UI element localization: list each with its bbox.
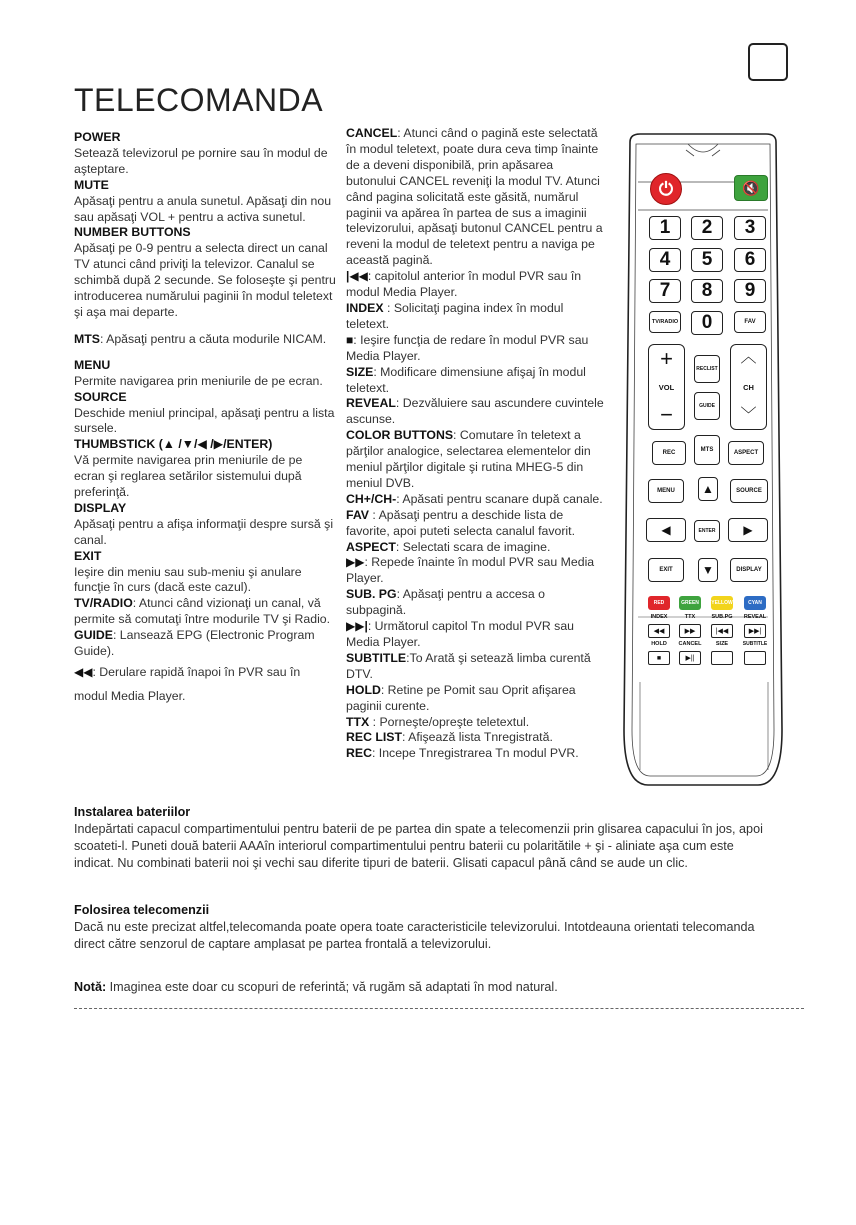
previous-chapter-desc: : capitolul anterior în modul PVR sau în modul Media Player. (346, 269, 582, 300)
aspect-desc: : Selectati scara de imagine. (395, 539, 551, 554)
size-button[interactable] (711, 651, 733, 665)
rec-button[interactable]: REC (652, 441, 686, 465)
mts-button[interactable]: MTS (694, 435, 720, 465)
power-heading: POWER (74, 130, 121, 144)
subtitle-label: SUBTITLE (742, 641, 768, 647)
next-button-icon: ▶▶| (748, 628, 762, 635)
arrow-left-icon: ◀ (661, 523, 671, 537)
display-button[interactable]: DISPLAY (730, 558, 768, 582)
reclist-heading: REC LIST (346, 730, 403, 745)
fast-forward-icon: ▶▶ (346, 555, 365, 570)
green-button[interactable]: GREEN (679, 596, 701, 610)
hold-heading: HOLD (346, 682, 381, 697)
note-label: Notă: (74, 980, 107, 994)
rewind-button-icon: ◀◀ (653, 628, 665, 635)
color-buttons-desc: : Comutare în teletext a părţilor analogice, selectarea elementelor din meniul părţilor digitale şi rutina MHEG-5 din meniul DVB. (346, 428, 591, 490)
play-pause-icon: ▶|| (685, 655, 695, 662)
power-desc: Setează televizorul pe pornire sau în modul de aşteptare. (74, 145, 328, 176)
ttx-label: TTX (684, 614, 696, 620)
menu-desc: Permite navigarea prin meniurile de pe ecran. (74, 373, 323, 388)
index-desc: : Solicitaţi pagina index în modul teletext. (346, 300, 564, 331)
hold-label: HOLD (651, 641, 667, 647)
aspect-button[interactable]: ASPECT (728, 441, 764, 465)
fav-desc: : Apăsaţi pentru a deschide lista de favorite, apoi puteti selecta canalul favorit. (346, 507, 575, 538)
digit-0-button[interactable]: 0 (691, 311, 723, 335)
exit-heading: EXIT (74, 548, 102, 563)
nav-down-button[interactable] (698, 558, 718, 582)
subpg-label: SUB.PG (711, 614, 733, 620)
ttx-desc: : Porneşte/opreşte teletextul. (369, 714, 530, 729)
color-buttons-heading: COLOR BUTTONS (346, 428, 454, 443)
ff-button-icon: ▶▶ (684, 628, 696, 635)
subtitle-button[interactable] (744, 651, 766, 665)
enter-button[interactable]: ENTER (694, 520, 720, 542)
size-label: SIZE (715, 641, 729, 647)
tv-radio-button[interactable]: TV/RADIO (649, 311, 681, 333)
fast-forward-button[interactable] (679, 624, 701, 638)
rewind-icon: ◀◀ (74, 665, 93, 679)
battery-section (74, 804, 764, 872)
arrow-right-icon: ▶ (743, 523, 753, 537)
reveal-heading: REVEAL (346, 396, 396, 411)
digit-2-button[interactable]: 2 (691, 216, 723, 240)
play-pause-button[interactable] (679, 651, 701, 665)
note-section (74, 979, 764, 996)
reclist-desc: : Afişează lista Tnregistrată. (402, 730, 553, 745)
nav-left-button[interactable] (646, 518, 686, 542)
cancel-heading: CANCEL (346, 126, 398, 140)
next-chapter-desc: : Următorul capitol Tn modul PVR sau Media Player. (346, 619, 574, 649)
subtitle-desc: :To Arată şi setează limba curentă DTV. (346, 650, 591, 681)
subpg-desc: : Apăsaţi pentru a accesa o subpagină. (346, 587, 545, 618)
ttx-heading: TTX (346, 714, 370, 729)
ch-rocker[interactable] (730, 344, 767, 430)
ch-heading: CH+/CH- (346, 491, 397, 506)
arrow-up-icon: ▲ (702, 482, 714, 496)
mute-icon: 🔇 (742, 180, 760, 196)
thumbstick-desc: Vă permite navigarea prin meniurile de pe ecran şi reglarea setărilor sistemului după preferinţă. (74, 453, 303, 500)
yellow-button[interactable]: YELLOW (711, 596, 733, 610)
size-desc: : Modificare dimensiune afişaj în modul teletext. (346, 364, 586, 395)
nav-right-button[interactable] (728, 518, 768, 542)
display-heading: DISPLAY (74, 500, 127, 515)
fav-heading: FAV (346, 507, 370, 522)
index-heading: INDEX (346, 300, 384, 315)
vol-label: VOL (658, 382, 675, 392)
note-text: Imaginea este doar cu scopuri de referintă; vă rugăm să adaptati în mod natural. (106, 980, 558, 994)
next-chapter-icon: ▶▶| (346, 619, 368, 634)
stop-button[interactable] (648, 651, 670, 665)
mts-desc: : Apăsaţi pentru a căuta modurile NICAM. (99, 331, 327, 346)
previous-chapter-icon: |◀◀ (346, 269, 368, 284)
source-heading: SOURCE (74, 389, 127, 404)
digit-8-button[interactable]: 8 (691, 279, 723, 303)
source-button[interactable]: SOURCE (730, 479, 768, 503)
tvradio-desc: : Atunci când vizionaţi un canal, vă permite să comutaţi între modurile TV şi Radio. (74, 596, 331, 627)
digit-5-button[interactable]: 5 (691, 248, 723, 272)
nav-up-button[interactable] (698, 477, 718, 501)
usage-section (74, 902, 764, 953)
digit-6-button[interactable]: 6 (734, 248, 766, 272)
reclist-button[interactable]: RECLIST (694, 355, 720, 383)
usage-text: Dacă nu este precizat altfel,telecomanda poate opera toate caracteristicile televizorului. Intotdeauna orientati telecomanda direct către senzorul de captare amplasat pe partea frontală a televizorului. (74, 920, 755, 951)
digit-9-button[interactable]: 9 (734, 279, 766, 303)
rewind-button[interactable] (648, 624, 670, 638)
menu-heading: MENU (74, 357, 111, 372)
battery-text: Indepărtati capacul compartimentului pentru baterii de pe partea din spate a telecomenzii prin glisarea capacului în jos, apoi scoateti-l. Puneti două baterii AAAîn interiorul compartimentului pentru baterii cu polaritătile + şi - aliniate aşa cum este indicat. Nu combinati baterii noi şi vechi sau diferite tipuri de baterii. Glisati capacul până când se aude un clic. (74, 822, 763, 870)
tvradio-heading: TV/RADIO (74, 596, 133, 611)
vol-down-icon: − (660, 402, 673, 427)
column-left (74, 130, 336, 708)
vol-rocker[interactable] (648, 344, 685, 430)
reveal-desc: : Dezvăluiere sau ascundere cuvintele ascunse. (346, 396, 604, 427)
mts-heading: MTS (74, 331, 100, 346)
hold-desc: : Retine pe Pomit sau Oprit afişarea paginii curente. (346, 682, 576, 713)
mute-heading: MUTE (74, 177, 109, 192)
column-middle (346, 126, 606, 762)
digit-7-button[interactable]: 7 (649, 279, 681, 303)
reveal-label: REVEAL (743, 614, 767, 620)
number-buttons-heading: NUMBER BUTTONS (74, 225, 191, 240)
number-buttons-desc: Apăsaţi pe 0-9 pentru a selecta direct un canal TV atunci când priviţi la televizor. Canalul se schimbă după 2 secunde. Se foloseşte şi pentru introducerea numărului paginii în modul teletext şi aşa mai departe. (74, 241, 336, 319)
prev-chapter-button[interactable] (711, 624, 733, 638)
stop-desc: : Ieşire funcţia de redare în modul PVR sau Media Player. (346, 332, 589, 363)
ch-up-icon: ︿ (740, 349, 757, 366)
source-desc: Deschide meniul principal, apăsaţi pentru a lista sursele. (74, 405, 335, 436)
cancel-label: CANCEL (678, 641, 702, 647)
digit-4-button[interactable]: 4 (649, 248, 681, 272)
display-desc: Apăsaţi pentru a afişa informaţii despre sursă şi canal. (74, 516, 334, 547)
ch-desc: : Apăsati pentru scanare după canale. (396, 491, 603, 506)
subtitle-heading: SUBTITLE (346, 650, 407, 665)
red-button[interactable]: RED (648, 596, 670, 610)
next-chapter-button[interactable] (744, 624, 766, 638)
rewind-desc: : Derulare rapidă înapoi în PVR sau în modul Media Player. (74, 665, 301, 703)
remote-illustration (618, 130, 788, 788)
subpg-heading: SUB. PG (346, 587, 397, 602)
fast-forward-desc: : Repede înainte în modul PVR sau Media Player. (346, 555, 595, 586)
cancel-desc: : Atunci când o pagină este selectată în modul teletext, poate dura ceva timp înainte de a deveni disponibilă, prin apăsarea butonului CANCEL reveniţi la modul TV. Atunci când pagina solicitată este găsită, numărul paginii va apărea în partea de sus a imaginii televizorului, apăsaţi butonul CANCEL pentru a reveni la modul de teletext pentru a naviga pe această pagină. (346, 126, 603, 268)
usage-heading: Folosirea telecomenzii (74, 903, 210, 917)
stop-icon: ■ (346, 332, 354, 347)
guide-heading: GUIDE (74, 628, 113, 643)
fav-button[interactable]: FAV (734, 311, 766, 333)
digit-3-button[interactable]: 3 (734, 216, 766, 240)
guide-desc: : Lansează EPG (Electronic Program Guide). (74, 628, 315, 659)
mute-desc: Apăsaţi pentru a anula sunetul. Apăsaţi din nou sau apăsaţi VOL + pentru a activa sunetul. (74, 193, 332, 224)
page-number-box (748, 43, 788, 81)
prev-button-icon: |◀◀ (715, 628, 729, 635)
power-icon: ⏻ (658, 179, 674, 199)
menu-button[interactable]: MENU (648, 479, 684, 503)
size-heading: SIZE (346, 364, 374, 379)
index-label: INDEX (650, 614, 668, 620)
power-button[interactable] (650, 173, 682, 205)
mute-button[interactable] (734, 175, 768, 201)
cyan-button[interactable]: CYAN (744, 596, 766, 610)
battery-heading: Instalarea bateriilor (74, 805, 191, 819)
digit-1-button[interactable]: 1 (649, 216, 681, 240)
dashed-divider (74, 1008, 804, 1009)
thumbstick-heading: THUMBSTICK (▲ /▼/◀ /▶/ENTER) (74, 437, 273, 452)
vol-up-icon: + (660, 346, 673, 371)
exit-desc: Ieşire din meniu sau sub-meniu şi anulare funcţie în curs (dacă este cazul). (74, 564, 302, 595)
aspect-heading: ASPECT (346, 539, 396, 554)
exit-button[interactable]: EXIT (648, 558, 684, 582)
ch-down-icon: ﹀ (740, 407, 757, 424)
arrow-down-icon: ▼ (702, 563, 714, 577)
guide-button[interactable]: GUIDE (694, 392, 720, 420)
rec-desc: : Incepe Tnregistrarea Tn modul PVR. (371, 746, 579, 761)
stop-button-icon: ■ (656, 654, 662, 662)
page-title: TELECOMANDA (74, 82, 324, 118)
rec-heading: REC (346, 746, 372, 761)
ch-label: CH (743, 382, 754, 392)
